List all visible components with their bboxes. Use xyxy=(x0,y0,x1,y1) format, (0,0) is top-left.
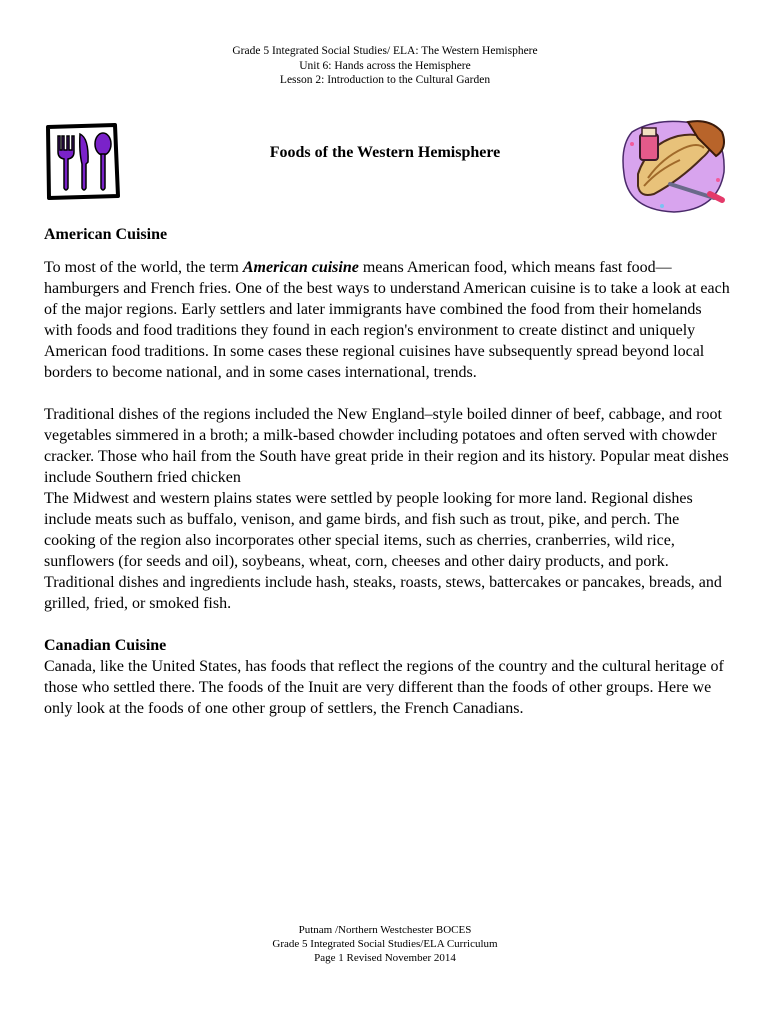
footer-organization: Putnam /Northern Westchester BOCES xyxy=(298,924,472,936)
canadian-cuisine-heading: Canadian Cuisine xyxy=(44,637,167,654)
sandwich-icon xyxy=(618,114,730,218)
page-footer xyxy=(0,923,770,965)
header-lesson-line: Lesson 2: Introduction to the Cultural Garden xyxy=(279,74,491,86)
american-intro-pre: To most of the world, the term xyxy=(44,259,243,276)
page-title: Foods of the Western Hemisphere xyxy=(269,144,501,161)
page-header xyxy=(0,44,770,88)
main-content xyxy=(44,224,734,719)
american-intro-paragraph xyxy=(44,257,734,383)
american-cuisine-term: American cuisine xyxy=(242,259,359,276)
regional-dishes-paragraph: Traditional dishes of the regions included the New England–style boiled dinner of beef, cabbage, and root vegetables simmered in a broth; a milk-based chowder including potatoes and often served with chowder cracker. Those who hail from the South have great pride in their region and its history. Popular meat dishes include Southern fried chicken xyxy=(44,406,729,486)
footer-curriculum: Grade 5 Integrated Social Studies/ELA Curriculum xyxy=(272,938,498,950)
american-intro-post: means American food, which means fast food—hamburgers and French fries. One of the best ways to understand American cuisine is to take a look at each of the major regions. Early settlers and later immigrants have combined the food from their homelands with foods and food traditions they found in each region's environment to create distinct and uniquely American food traditions. In some cases these regional cuisines have subsequently spread beyond local borders to become national, and in some cases international, trends. xyxy=(44,259,730,381)
footer-page-info: Page 1 Revised November 2014 xyxy=(314,952,456,964)
american-cuisine-heading: American Cuisine xyxy=(44,226,168,243)
midwest-paragraph: The Midwest and western plains states were settled by people looking for more land. Regional dishes include meats such as buffalo, venison, and game birds, and fish such as trout, pike, and perch. The cooking of the region also incorporates other special items, such as cherries, cranberries, wild rice, sunflowers (for seeds and oil), soybeans, wheat, corn, cheeses and other dairy products, and pork. Traditional dishes and ingredients include hash, steaks, roasts, stews, battercakes or pancakes, breads, and grilled, fried, or smoked fish. xyxy=(44,490,722,612)
header-unit-line: Unit 6: Hands across the Hemisphere xyxy=(299,59,471,72)
canadian-paragraph: Canada, like the United States, has foods that reflect the regions of the country and the cultural heritage of those who settled there. The foods of the Inuit are very different than the foods of other groups. Here we only look at the foods of one other group of settlers, the French Canadians. xyxy=(44,658,724,717)
header-course-line: Grade 5 Integrated Social Studies/ ELA: The Western Hemisphere xyxy=(232,45,538,57)
utensils-icon xyxy=(43,122,123,202)
